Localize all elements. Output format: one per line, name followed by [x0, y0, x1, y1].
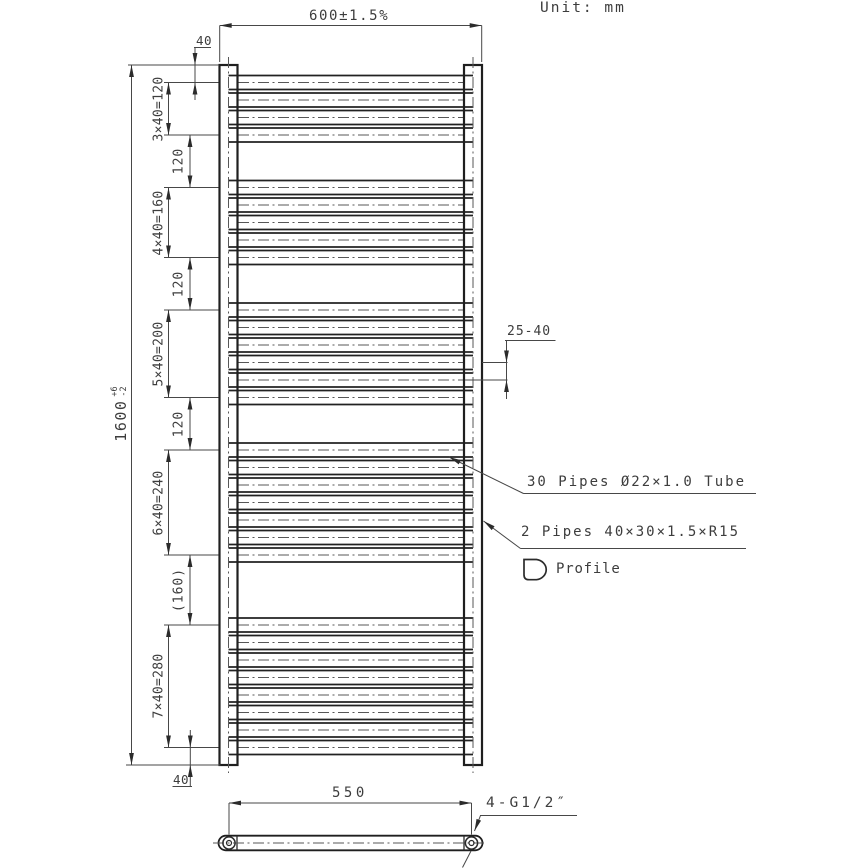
height-tolerance	[111, 386, 129, 396]
height-tol-upper: +6	[110, 386, 121, 397]
unit-label: Unit: mm	[540, 0, 626, 16]
wall-distance-dim: 25-40	[507, 324, 552, 339]
overall-width-dim: 600±1.5%	[309, 8, 390, 24]
group-span-dim-4: 6×40=240	[151, 469, 167, 536]
group-span-dim-1: 3×40=120	[151, 76, 167, 142]
group-gap-dim-4: (160)	[171, 567, 187, 613]
group-gap-dim-1: 120	[171, 148, 187, 175]
group-span-dim-3: 5×40=200	[151, 321, 167, 387]
tubes-callout: 2 Pipes 40×30×1.5×R15	[521, 524, 741, 540]
tubes-linework	[220, 57, 483, 773]
height-tol-lower: -2	[119, 386, 129, 397]
group-span-dim-2: 4×40=160	[151, 189, 167, 256]
group-gap-dim-2: 120	[171, 270, 187, 298]
profile-icon	[524, 560, 546, 580]
overall-height-value: 1600	[112, 399, 130, 442]
group-span-dim-5: 7×40=280	[151, 653, 167, 719]
overall-height-dim	[112, 386, 130, 441]
pipes-linework	[229, 76, 474, 755]
pipes-callout: 30 Pipes Ø22×1.0 Tube	[527, 474, 747, 490]
profile-label: Profile	[556, 561, 621, 577]
connection-thread-callout: 4-G1/2″	[486, 795, 569, 811]
top-offset-dim: 40	[196, 33, 213, 48]
bottom-offset-dim: 40	[173, 772, 190, 787]
connection-span-dim: 550	[332, 785, 368, 801]
group-gap-dim-3: 120	[171, 410, 187, 438]
